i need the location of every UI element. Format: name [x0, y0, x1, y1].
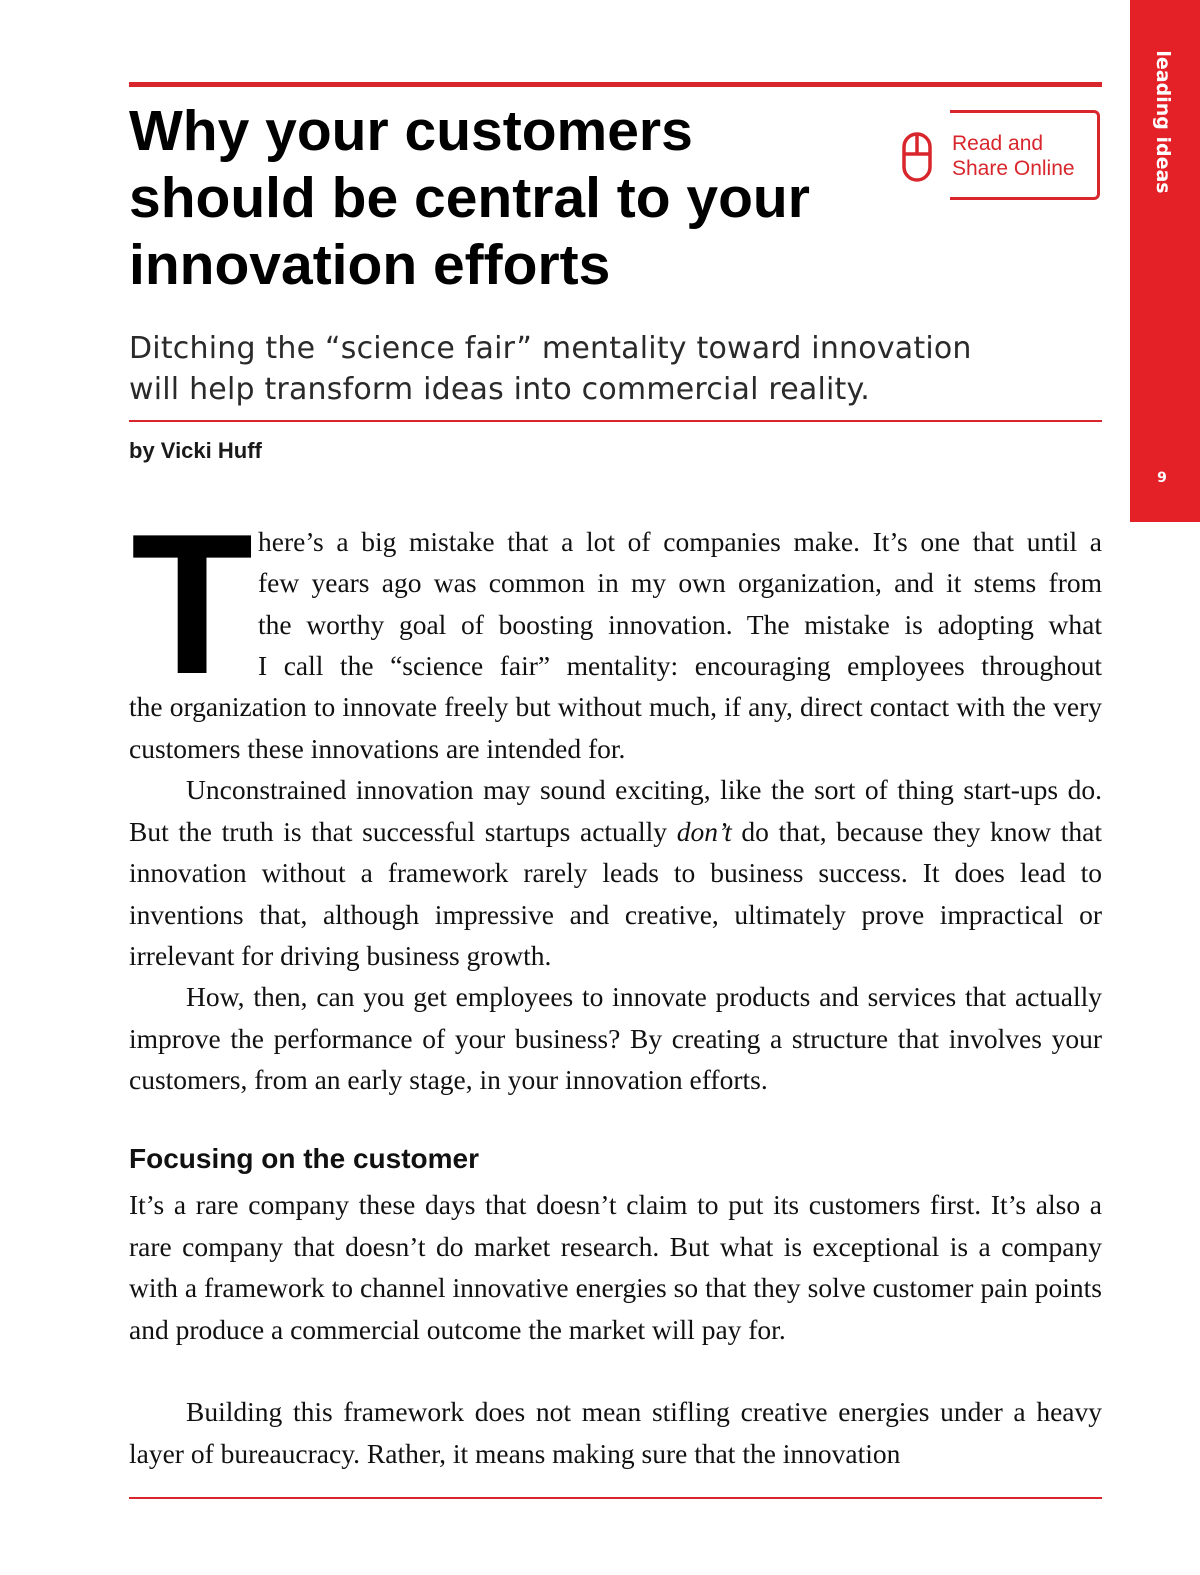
paragraph-1-continued: the organization to innovate freely but without much, if any, direct contact with the very customers these innovations are intended for. — [129, 691, 1102, 764]
drop-cap: T — [131, 493, 254, 716]
paragraph-1-line-4: I call the “science fair” mentality: encouraging employees throughout — [258, 650, 1102, 681]
paragraph-1-line-2: few years ago was common in my own organization, and it stems from — [258, 567, 1102, 598]
paragraph-2-emphasis: don’t — [676, 815, 732, 847]
share-label-line2[interactable]: Share Online — [952, 157, 1075, 180]
paragraph-2-text-b: do that, because they know that innovation without a framework rarely leads to business success. It does lead to inventions that, although impressive and creative, ultimately prove impractical or irrelevant for driving business growth. — [129, 815, 1102, 971]
paragraph-5: Building this framework does not mean stifling creative energies under a heavy layer of bureaucracy. Rather, it means making sure that the innovation — [129, 1396, 1102, 1469]
share-online-link[interactable] — [952, 131, 1075, 181]
subtitle-line-2: will help transform ideas into commercial reality. — [129, 372, 870, 407]
page-number: 9 — [1157, 470, 1167, 486]
section-tab-label: leading ideas — [1152, 50, 1174, 194]
byline: by Vicki Huff — [129, 438, 262, 463]
article-subtitle — [129, 328, 1029, 410]
paragraph-2-text-a: Unconstrained innovation may sound exciting, like the sort of thing start-ups do. But the truth is that successful startups actually — [129, 774, 1102, 847]
subtitle-rule — [129, 420, 1102, 422]
paragraph-3: How, then, can you get employees to innovate products and services that actually improve the performance of your business? By creating a structure that involves your customers, from an early stage, in your innovation efforts. — [129, 981, 1102, 1095]
mouse-icon[interactable] — [902, 132, 932, 182]
section-heading: Focusing on the customer — [129, 1143, 480, 1174]
paragraph-1-line-3: the worthy goal of boosting innovation. The mistake is adopting what — [258, 609, 1102, 640]
subtitle-line-1: Ditching the “science fair” mentality toward innovation — [129, 331, 972, 366]
article-title: Why your customers should be central to your innovation efforts — [129, 99, 810, 297]
share-label-line1[interactable]: Read and — [952, 132, 1044, 155]
paragraph-2 — [129, 769, 1102, 977]
paragraph-1-line-1: here’s a big mistake that a lot of companies make. It’s one that until a — [258, 526, 1102, 557]
bottom-rule — [129, 1497, 1102, 1499]
paragraph-4: It’s a rare company these days that doesn’t claim to put its customers first. It’s also a rare company that doesn’t do market research. But what is exceptional is a company with a framework to channel innovative energies so that they solve customer pain points and produce a commercial outcome the market will pay for. — [129, 1189, 1102, 1345]
top-rule — [129, 82, 1102, 87]
